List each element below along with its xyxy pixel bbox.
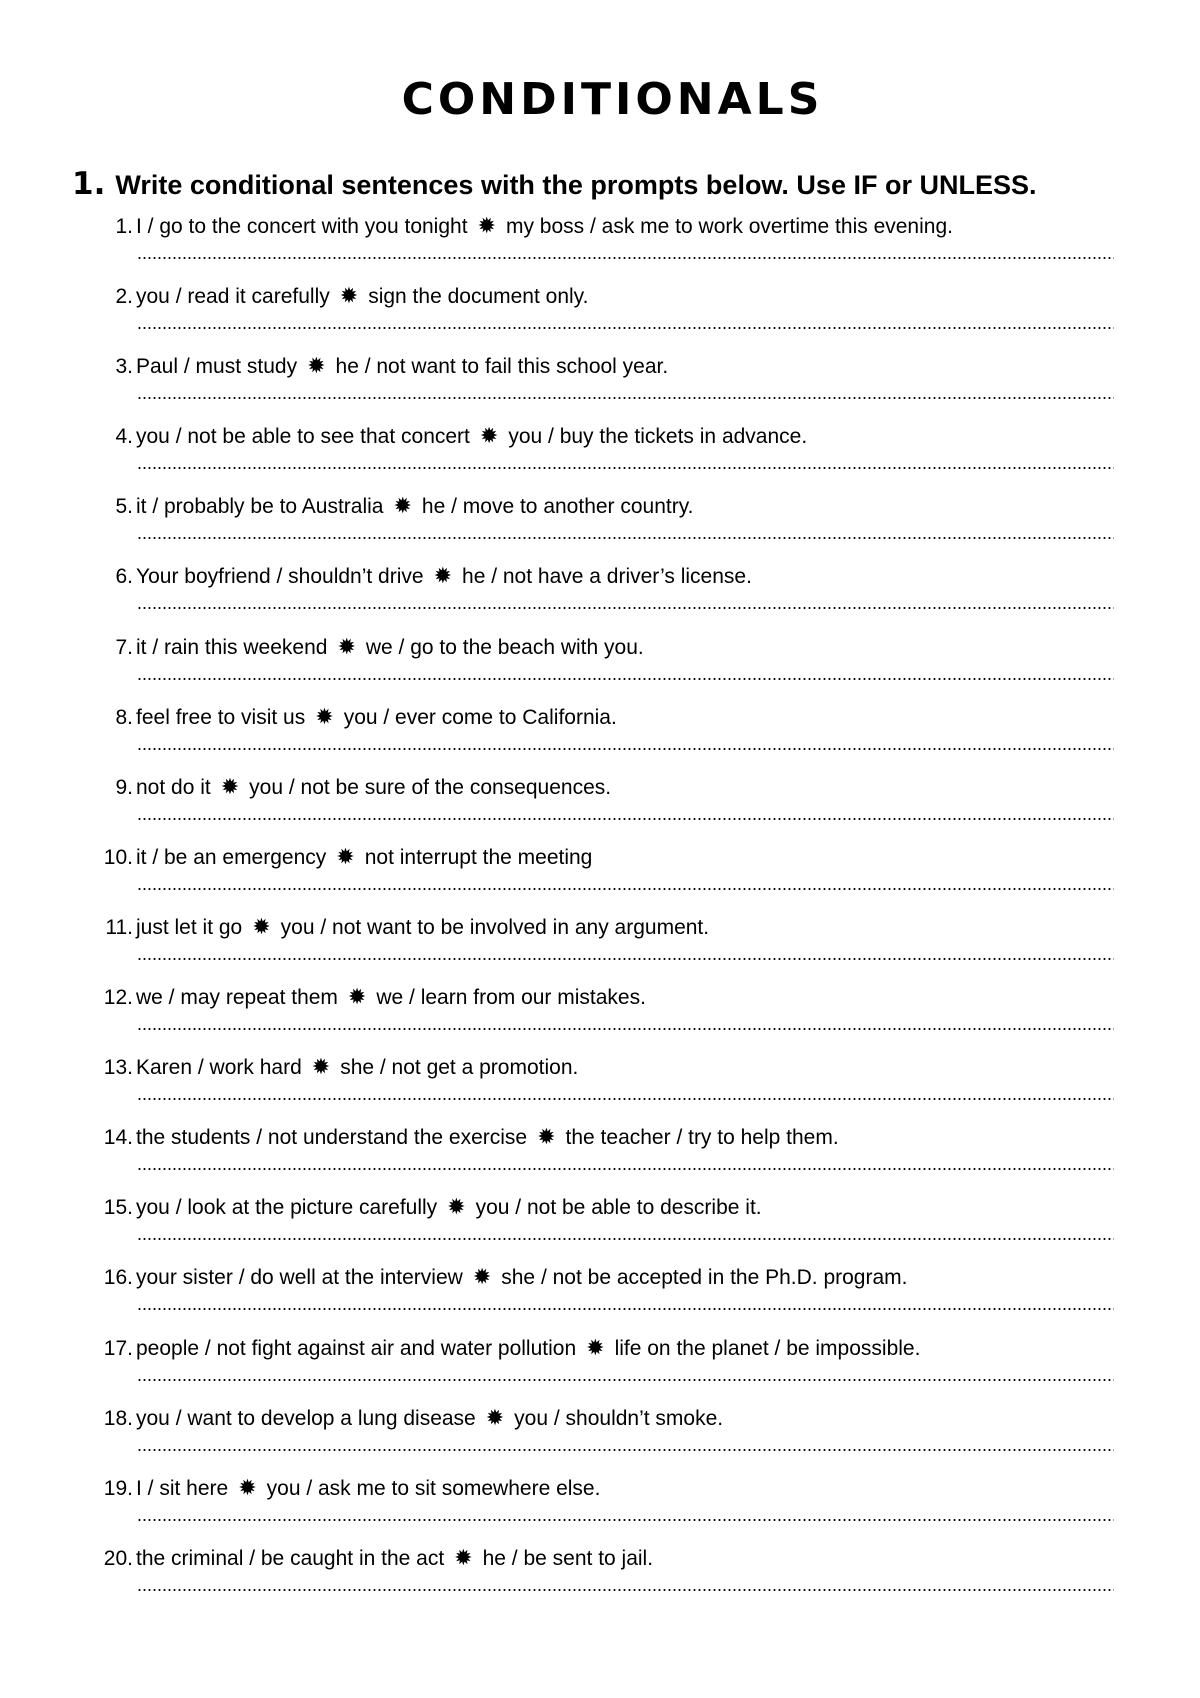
item-number: 6. bbox=[115, 565, 133, 589]
prompt-item bbox=[0, 1123, 1200, 1193]
separator-icon: ✹ bbox=[336, 844, 355, 870]
prompt-line bbox=[0, 562, 752, 592]
prompt-first-part: you / want to develop a lung disease bbox=[136, 1406, 476, 1430]
instruction-text: Write conditional sentences with the prompts below. Use IF or UNLESS. bbox=[115, 170, 1037, 200]
separator-icon: ✹ bbox=[315, 704, 334, 730]
separator-icon: ✹ bbox=[339, 284, 359, 310]
prompt-line bbox=[0, 1334, 920, 1364]
prompt-item bbox=[0, 913, 1200, 983]
prompt-first-part: Your boyfriend / shouldn’t drive bbox=[136, 565, 424, 589]
prompt-line bbox=[0, 492, 694, 522]
prompt-first-part: it / rain this weekend bbox=[136, 635, 328, 659]
item-number: 5. bbox=[115, 495, 133, 519]
prompt-first-part: you / not be able to see that concert bbox=[136, 425, 470, 449]
separator-icon: ✹ bbox=[307, 354, 326, 380]
prompt-item bbox=[0, 1474, 1200, 1544]
prompt-line bbox=[0, 212, 953, 242]
prompt-second-part: my boss / ask me to work overtime this evening. bbox=[505, 215, 953, 238]
exercise-number: 1. bbox=[72, 166, 106, 202]
prompt-line bbox=[0, 1474, 600, 1504]
answer-line[interactable] bbox=[137, 958, 1114, 960]
prompt-item bbox=[0, 773, 1200, 843]
prompt-second-part: you / buy the tickets in advance. bbox=[508, 425, 808, 449]
prompt-line bbox=[0, 703, 617, 733]
answer-line[interactable] bbox=[137, 327, 1114, 329]
separator-icon: ✹ bbox=[537, 1125, 556, 1151]
prompt-first-part: your sister / do well at the interview bbox=[136, 1266, 463, 1290]
prompt-item bbox=[0, 492, 1200, 562]
answer-line[interactable] bbox=[137, 1308, 1114, 1310]
prompt-line bbox=[0, 352, 668, 382]
prompt-second-part: life on the planet / be impossible. bbox=[614, 1336, 921, 1360]
answer-line[interactable] bbox=[137, 1589, 1114, 1591]
separator-icon: ✹ bbox=[220, 774, 240, 800]
item-number: 10. bbox=[103, 845, 133, 869]
item-number: 1. bbox=[115, 215, 133, 238]
item-number: 11. bbox=[105, 915, 133, 939]
item-number: 16. bbox=[103, 1266, 133, 1290]
prompt-second-part: he / not want to fail this school year. bbox=[335, 355, 669, 379]
prompt-item bbox=[0, 212, 1200, 282]
prompt-line bbox=[0, 422, 807, 452]
separator-icon: ✹ bbox=[454, 1545, 473, 1571]
prompt-first-part: just let it go bbox=[136, 915, 243, 939]
separator-icon: ✹ bbox=[447, 1195, 466, 1221]
prompt-line bbox=[0, 1404, 723, 1434]
prompt-first-part: you / read it carefully bbox=[136, 285, 330, 309]
answer-line[interactable] bbox=[137, 748, 1114, 750]
answer-line[interactable] bbox=[137, 537, 1114, 539]
item-number: 12. bbox=[103, 986, 133, 1010]
prompt-line bbox=[0, 1123, 839, 1153]
prompt-first-part: feel free to visit us bbox=[136, 705, 306, 729]
separator-icon: ✹ bbox=[472, 1265, 492, 1291]
item-number: 17. bbox=[103, 1336, 133, 1360]
prompt-item bbox=[0, 703, 1200, 773]
separator-icon: ✹ bbox=[311, 1055, 331, 1081]
separator-icon: ✹ bbox=[252, 914, 271, 940]
prompt-line bbox=[0, 633, 644, 663]
separator-icon: ✹ bbox=[586, 1335, 605, 1361]
prompt-item bbox=[0, 352, 1200, 422]
prompt-first-part: it / be an emergency bbox=[136, 845, 327, 869]
prompt-second-part: you / not be able to describe it. bbox=[475, 1196, 762, 1220]
item-number: 4. bbox=[115, 425, 133, 449]
answer-line[interactable] bbox=[137, 818, 1114, 820]
item-number: 18. bbox=[103, 1406, 133, 1430]
prompt-second-part: you / not want to be involved in any argument. bbox=[280, 915, 710, 939]
prompt-line bbox=[0, 913, 709, 943]
prompt-line bbox=[0, 983, 646, 1013]
prompt-line bbox=[0, 773, 611, 803]
prompt-item bbox=[0, 1544, 1200, 1614]
separator-icon: ✹ bbox=[337, 634, 356, 660]
prompt-second-part: you / ever come to California. bbox=[343, 705, 617, 729]
page-title: CONDITIONALS bbox=[401, 74, 824, 125]
item-number: 9. bbox=[115, 775, 133, 799]
prompt-second-part: he / move to another country. bbox=[421, 495, 694, 519]
prompt-item bbox=[0, 1053, 1200, 1123]
answer-line[interactable] bbox=[137, 888, 1114, 890]
answer-line[interactable] bbox=[137, 1519, 1114, 1521]
prompt-item bbox=[0, 282, 1200, 352]
separator-icon: ✹ bbox=[433, 564, 453, 590]
prompt-second-part: you / shouldn’t smoke. bbox=[514, 1406, 724, 1430]
prompt-second-part: you / not be sure of the consequences. bbox=[249, 775, 612, 799]
prompt-first-part: I / go to the concert with you tonight bbox=[136, 215, 468, 238]
prompt-line bbox=[0, 1544, 653, 1574]
prompt-second-part: she / not get a promotion. bbox=[340, 1056, 579, 1080]
prompt-second-part: not interrupt the meeting bbox=[364, 845, 593, 869]
prompt-list bbox=[0, 212, 1200, 1614]
prompt-item bbox=[0, 562, 1200, 632]
answer-line[interactable] bbox=[137, 397, 1114, 399]
prompt-second-part: sign the document only. bbox=[368, 285, 589, 309]
prompt-item bbox=[0, 633, 1200, 703]
prompt-item bbox=[0, 983, 1200, 1053]
prompt-first-part: we / may repeat them bbox=[136, 986, 338, 1010]
answer-line[interactable] bbox=[137, 467, 1114, 469]
answer-line[interactable] bbox=[137, 1028, 1114, 1030]
prompt-item bbox=[0, 1193, 1200, 1263]
separator-icon: ✹ bbox=[393, 494, 412, 520]
item-number: 2. bbox=[115, 285, 133, 309]
prompt-line bbox=[0, 282, 588, 312]
prompt-first-part: it / probably be to Australia bbox=[136, 495, 384, 519]
prompt-first-part: not do it bbox=[136, 775, 211, 799]
item-number: 13. bbox=[103, 1056, 133, 1080]
separator-icon: ✹ bbox=[479, 424, 499, 450]
prompt-line bbox=[0, 843, 592, 873]
answer-line[interactable] bbox=[137, 678, 1114, 680]
item-number: 14. bbox=[103, 1126, 133, 1150]
prompt-second-part: you / ask me to sit somewhere else. bbox=[266, 1476, 601, 1500]
prompt-second-part: he / not have a driver’s license. bbox=[462, 565, 752, 589]
answer-line[interactable] bbox=[137, 1168, 1114, 1170]
item-number: 8. bbox=[115, 705, 133, 729]
prompt-line bbox=[0, 1193, 762, 1223]
prompt-first-part: I / sit here bbox=[136, 1476, 229, 1500]
prompt-first-part: people / not fight against air and water pollution bbox=[136, 1336, 577, 1360]
prompt-second-part: she / not be accepted in the Ph.D. program. bbox=[501, 1266, 908, 1290]
prompt-item bbox=[0, 422, 1200, 492]
prompt-item bbox=[0, 1404, 1200, 1474]
prompt-second-part: we / go to the beach with you. bbox=[365, 635, 644, 659]
prompt-line bbox=[0, 1053, 578, 1083]
answer-line[interactable] bbox=[137, 1098, 1114, 1100]
item-number: 3. bbox=[115, 355, 133, 379]
prompt-first-part: Karen / work hard bbox=[136, 1056, 302, 1080]
exercise-instruction bbox=[72, 164, 1036, 204]
prompt-item bbox=[0, 1263, 1200, 1333]
prompt-second-part: he / be sent to jail. bbox=[482, 1546, 654, 1570]
prompt-first-part: the criminal / be caught in the act bbox=[136, 1546, 445, 1570]
answer-line[interactable] bbox=[137, 1449, 1114, 1451]
prompt-first-part: the students / not understand the exercise bbox=[136, 1126, 528, 1150]
answer-line[interactable] bbox=[137, 1238, 1114, 1240]
item-number: 15. bbox=[103, 1196, 133, 1220]
prompt-item bbox=[0, 1334, 1200, 1404]
separator-icon: ✹ bbox=[485, 1405, 505, 1431]
answer-line[interactable] bbox=[137, 607, 1114, 609]
prompt-second-part: the teacher / try to help them. bbox=[565, 1126, 839, 1150]
prompt-item bbox=[0, 843, 1200, 913]
item-number: 7. bbox=[115, 635, 133, 659]
prompt-first-part: you / look at the picture carefully bbox=[136, 1196, 438, 1220]
separator-icon: ✹ bbox=[347, 985, 367, 1011]
separator-icon: ✹ bbox=[238, 1475, 257, 1501]
prompt-line bbox=[0, 1263, 908, 1293]
answer-line[interactable] bbox=[137, 257, 1114, 259]
item-number: 20. bbox=[103, 1546, 133, 1570]
answer-line[interactable] bbox=[137, 1379, 1114, 1381]
separator-icon: ✹ bbox=[477, 214, 496, 239]
item-number: 19. bbox=[103, 1476, 133, 1500]
prompt-first-part: Paul / must study bbox=[136, 355, 298, 379]
prompt-second-part: we / learn from our mistakes. bbox=[376, 986, 646, 1010]
